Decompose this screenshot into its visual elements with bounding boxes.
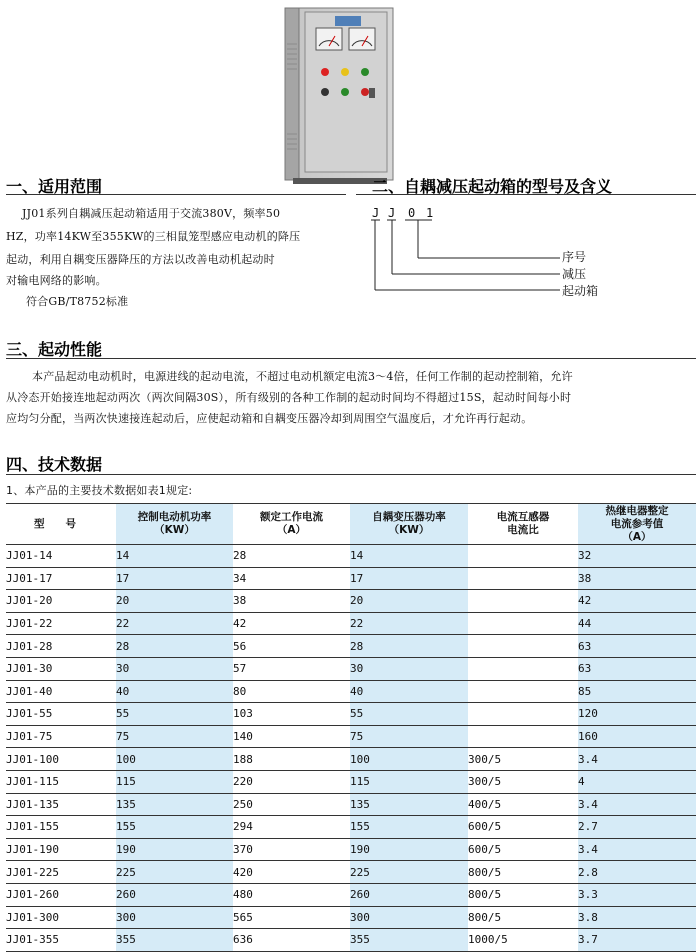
section4-rule	[6, 474, 696, 475]
cell-model: JJ01-225	[6, 861, 116, 884]
cell-motor-power: 355	[116, 929, 233, 952]
cell-motor-power: 20	[116, 590, 233, 613]
cell-relay-current: 3.8	[578, 906, 696, 929]
cell-rated-current: 250	[233, 793, 350, 816]
table-row	[6, 590, 696, 613]
cell-motor-power: 260	[116, 883, 233, 906]
cell-rated-current: 370	[233, 838, 350, 861]
section2-heading: 二、自耦减压起动箱的型号及含义	[372, 177, 613, 196]
cell-relay-current: 38	[578, 567, 696, 590]
cell-motor-power: 40	[116, 680, 233, 703]
cell-relay-current: 44	[578, 612, 696, 635]
cell-rated-current: 56	[233, 635, 350, 658]
section3-heading: 三、起动性能	[6, 340, 103, 359]
cell-motor-power: 115	[116, 770, 233, 793]
table-row	[6, 545, 696, 568]
code-label-reduced: 减压	[562, 267, 587, 281]
cell-ct-ratio: 1000/5	[468, 929, 578, 952]
code-label-box: 起动箱	[562, 284, 599, 298]
cell-ct-ratio: 800/5	[468, 883, 578, 906]
cell-ct-ratio	[468, 703, 578, 726]
cell-relay-current: 3.7	[578, 929, 696, 952]
cell-model: JJ01-115	[6, 770, 116, 793]
section1-rule	[6, 194, 346, 195]
cell-relay-current: 85	[578, 680, 696, 703]
cell-transformer-power: 14	[350, 545, 468, 568]
cell-relay-current: 32	[578, 545, 696, 568]
cell-model: JJ01-20	[6, 590, 116, 613]
cell-transformer-power: 190	[350, 838, 468, 861]
cell-model: JJ01-30	[6, 657, 116, 680]
cell-transformer-power: 40	[350, 680, 468, 703]
header-ct-ratio: 电流互感器 电流比	[468, 504, 578, 545]
cell-relay-current: 63	[578, 657, 696, 680]
cell-motor-power: 190	[116, 838, 233, 861]
section2-rule	[356, 194, 696, 195]
cell-motor-power: 28	[116, 635, 233, 658]
code-char-2: J	[388, 206, 396, 220]
header-transformer-power: 自耦变压器功率 （KW）	[350, 504, 468, 545]
cell-motor-power: 225	[116, 861, 233, 884]
cell-ct-ratio: 800/5	[468, 906, 578, 929]
table-row	[6, 567, 696, 590]
cell-relay-current: 4	[578, 770, 696, 793]
cell-rated-current: 57	[233, 657, 350, 680]
cell-rated-current: 220	[233, 770, 350, 793]
table-header-row	[6, 504, 696, 545]
section3-rule	[6, 358, 696, 359]
table-row	[6, 816, 696, 839]
cell-motor-power: 17	[116, 567, 233, 590]
code-char-4: 1	[426, 206, 434, 220]
product-cabinet-image	[283, 4, 397, 186]
cell-transformer-power: 30	[350, 657, 468, 680]
table-row	[6, 612, 696, 635]
cell-transformer-power: 155	[350, 816, 468, 839]
cell-ct-ratio	[468, 635, 578, 658]
cell-rated-current: 34	[233, 567, 350, 590]
cell-model: JJ01-190	[6, 838, 116, 861]
cell-relay-current: 42	[578, 590, 696, 613]
cell-transformer-power: 22	[350, 612, 468, 635]
header-motor-power: 控制电动机功率 （KW）	[116, 504, 233, 545]
section1-line-4: 对输电网络的影响。	[6, 274, 107, 287]
cell-motor-power: 135	[116, 793, 233, 816]
cell-ct-ratio	[468, 680, 578, 703]
section4-intro: 1、本产品的主要技术数据如表1规定:	[6, 484, 193, 497]
table-row	[6, 657, 696, 680]
cell-motor-power: 30	[116, 657, 233, 680]
cell-motor-power: 14	[116, 545, 233, 568]
cell-relay-current: 3.4	[578, 748, 696, 771]
cell-rated-current: 480	[233, 883, 350, 906]
table-row	[6, 883, 696, 906]
cell-motor-power: 300	[116, 906, 233, 929]
cell-transformer-power: 20	[350, 590, 468, 613]
cell-relay-current: 3.3	[578, 883, 696, 906]
cell-rated-current: 294	[233, 816, 350, 839]
cell-motor-power: 22	[116, 612, 233, 635]
cell-transformer-power: 28	[350, 635, 468, 658]
section1-line-2: HZ，功率14KW至355KW的三相鼠笼型感应电动机的降压	[6, 230, 301, 243]
cell-model: JJ01-100	[6, 748, 116, 771]
cell-model: JJ01-28	[6, 635, 116, 658]
cell-transformer-power: 355	[350, 929, 468, 952]
cell-transformer-power: 75	[350, 725, 468, 748]
cell-ct-ratio: 600/5	[468, 838, 578, 861]
cell-motor-power: 75	[116, 725, 233, 748]
table-row	[6, 725, 696, 748]
code-label-serial: 序号	[562, 250, 587, 264]
table-row	[6, 680, 696, 703]
cell-transformer-power: 115	[350, 770, 468, 793]
cell-model: JJ01-17	[6, 567, 116, 590]
cell-ct-ratio	[468, 545, 578, 568]
spec-table	[6, 503, 696, 952]
cell-transformer-power: 100	[350, 748, 468, 771]
cell-model: JJ01-355	[6, 929, 116, 952]
cell-model: JJ01-155	[6, 816, 116, 839]
table-row	[6, 929, 696, 952]
cell-model: JJ01-300	[6, 906, 116, 929]
cell-ct-ratio	[468, 612, 578, 635]
cell-ct-ratio: 300/5	[468, 770, 578, 793]
cell-ct-ratio: 600/5	[468, 816, 578, 839]
cell-motor-power: 155	[116, 816, 233, 839]
cell-relay-current: 3.4	[578, 793, 696, 816]
cell-model: JJ01-135	[6, 793, 116, 816]
code-char-3: 0	[408, 206, 416, 220]
cell-model: JJ01-260	[6, 883, 116, 906]
cell-relay-current: 63	[578, 635, 696, 658]
section3-line-2: 从冷态开始接连地起动两次（两次间隔30S），所有级别的各种工作制的起动时间均不得超过15S，起动时间每小时	[6, 391, 572, 404]
cell-model: JJ01-75	[6, 725, 116, 748]
cell-ct-ratio: 400/5	[468, 793, 578, 816]
cell-model: JJ01-22	[6, 612, 116, 635]
cell-transformer-power: 135	[350, 793, 468, 816]
section4-heading: 四、技术数据	[6, 455, 103, 474]
cell-model: JJ01-55	[6, 703, 116, 726]
cell-transformer-power: 55	[350, 703, 468, 726]
cell-rated-current: 28	[233, 545, 350, 568]
cell-relay-current: 120	[578, 703, 696, 726]
cell-ct-ratio: 300/5	[468, 748, 578, 771]
header-rated-current: 额定工作电流 （A）	[233, 504, 350, 545]
cell-transformer-power: 260	[350, 883, 468, 906]
section3-line-3: 应均匀分配，当两次快速接连起动后，应使起动箱和自耦变压器冷却到周围空气温度后，才允许再行起动。	[6, 412, 533, 425]
table-row	[6, 635, 696, 658]
cell-motor-power: 100	[116, 748, 233, 771]
cell-rated-current: 42	[233, 612, 350, 635]
table-row	[6, 748, 696, 771]
cell-rated-current: 636	[233, 929, 350, 952]
cell-ct-ratio	[468, 657, 578, 680]
section1-standard: 符合GB/T8752标准	[26, 295, 129, 308]
table-row	[6, 906, 696, 929]
cell-relay-current: 2.8	[578, 861, 696, 884]
cell-ct-ratio: 800/5	[468, 861, 578, 884]
cell-ct-ratio	[468, 567, 578, 590]
cell-relay-current: 160	[578, 725, 696, 748]
cell-relay-current: 2.7	[578, 816, 696, 839]
cell-ct-ratio	[468, 590, 578, 613]
cell-relay-current: 3.4	[578, 838, 696, 861]
cell-rated-current: 420	[233, 861, 350, 884]
header-relay-current: 热继电器整定 电流参考值 （A）	[578, 504, 696, 545]
table-row	[6, 770, 696, 793]
cell-rated-current: 188	[233, 748, 350, 771]
cell-transformer-power: 225	[350, 861, 468, 884]
cell-transformer-power: 17	[350, 567, 468, 590]
section3-line-1: 本产品起动电动机时，电源进线的起动电流，不超过电动机额定电流3～4倍，任何工作制的起动控制箱，允许	[32, 370, 573, 383]
spec-table-body	[6, 545, 696, 952]
cell-motor-power: 55	[116, 703, 233, 726]
section1-heading: 一、适用范围	[6, 177, 103, 196]
cell-rated-current: 565	[233, 906, 350, 929]
table-row	[6, 793, 696, 816]
code-char-1: J	[372, 206, 380, 220]
cell-rated-current: 140	[233, 725, 350, 748]
cell-rated-current: 80	[233, 680, 350, 703]
table-row	[6, 861, 696, 884]
model-code-lines	[368, 218, 568, 298]
header-model: 型 号	[6, 504, 116, 545]
section1-line-3: 起动，利用自耦变压器降压的方法以改善电动机起动时	[6, 253, 275, 266]
cell-rated-current: 103	[233, 703, 350, 726]
cell-model: JJ01-40	[6, 680, 116, 703]
cell-rated-current: 38	[233, 590, 350, 613]
cell-transformer-power: 300	[350, 906, 468, 929]
table-row	[6, 703, 696, 726]
cell-model: JJ01-14	[6, 545, 116, 568]
table-row	[6, 838, 696, 861]
section1-line-1: JJ01系列自耦减压起动箱适用于交流380V，频率50	[22, 207, 281, 220]
cell-ct-ratio	[468, 725, 578, 748]
